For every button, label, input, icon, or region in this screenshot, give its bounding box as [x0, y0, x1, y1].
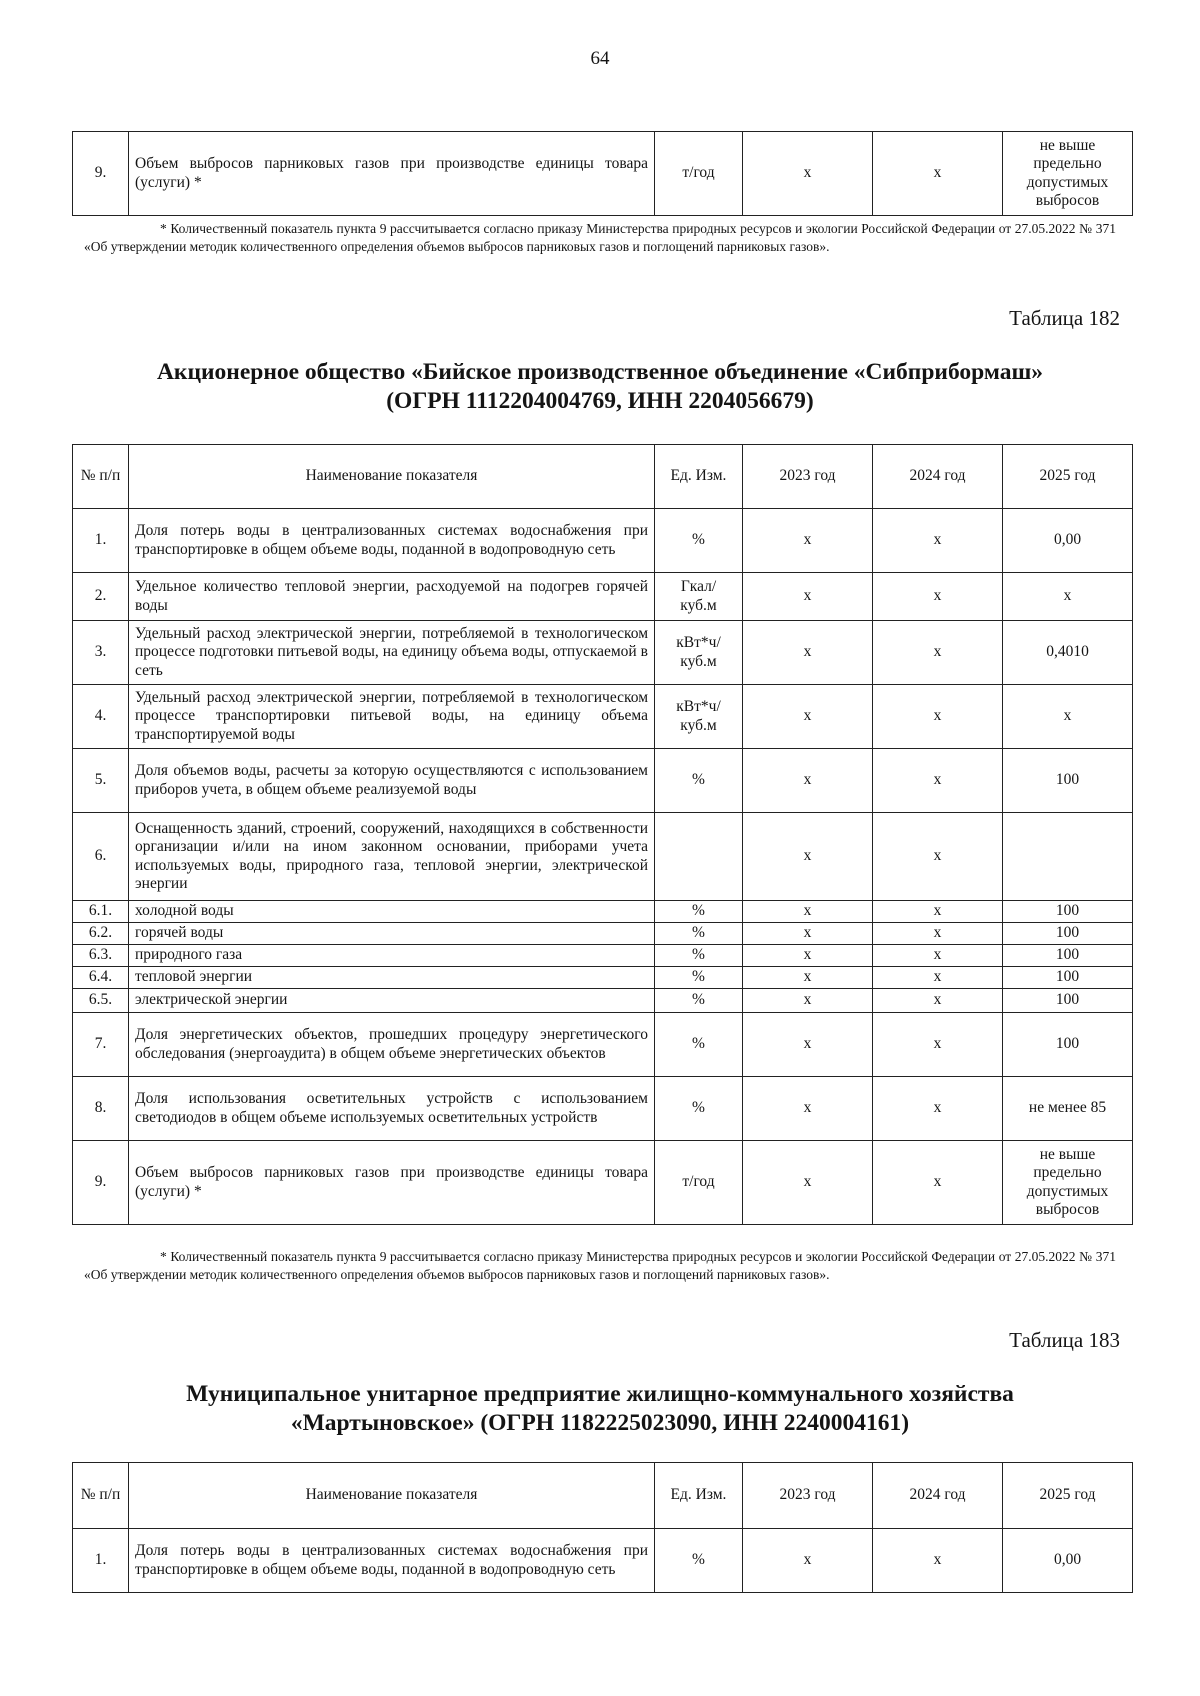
- indicator-name: Доля объемов воды, расчеты за которую осуществляются с использованием приборов учета, в общем объеме реализуемой воды: [129, 749, 655, 813]
- row-number: 4.: [73, 685, 129, 749]
- value-2023: х: [743, 509, 873, 573]
- value-2023: х: [743, 1077, 873, 1141]
- unit-cell: кВт*ч/ куб.м: [655, 685, 743, 749]
- header-unit: Ед. Изм.: [655, 445, 743, 509]
- unit-cell: кВт*ч/ куб.м: [655, 621, 743, 685]
- indicator-name: тепловой энергии: [129, 967, 655, 989]
- table-row: [73, 901, 1133, 923]
- value-2025: 100: [1003, 901, 1133, 923]
- indicator-name: Доля потерь воды в централизованных системах водоснабжения при транспортировке в общем объеме воды, поданной в водопроводную сеть: [129, 509, 655, 573]
- organization-heading: [60, 358, 1140, 417]
- value-2024: х: [873, 1141, 1003, 1225]
- heading-line: Муниципальное унитарное предприятие жилищно-коммунального хозяйства: [186, 1381, 1014, 1407]
- value-2025: х: [1003, 685, 1133, 749]
- indicator-name: природного газа: [129, 945, 655, 967]
- row-number: 2.: [73, 573, 129, 621]
- header-2024: 2024 год: [873, 445, 1003, 509]
- unit-cell: %: [655, 901, 743, 923]
- row-number: 6.4.: [73, 967, 129, 989]
- value-2024: х: [873, 685, 1003, 749]
- value-2025: 100: [1003, 945, 1133, 967]
- value-2024: х: [873, 967, 1003, 989]
- value-2023: х: [743, 1141, 873, 1225]
- unit-cell: [655, 813, 743, 901]
- unit-cell: %: [655, 923, 743, 945]
- value-2024: х: [873, 923, 1003, 945]
- value-2025: 0,00: [1003, 1529, 1133, 1593]
- value-2023: х: [743, 749, 873, 813]
- value-2025: 100: [1003, 923, 1133, 945]
- indicator-name: горячей воды: [129, 923, 655, 945]
- indicator-name: Объем выбросов парниковых газов при производстве единицы товара (услуги) *: [129, 132, 655, 216]
- heading-line: Акционерное общество «Бийское производственное объединение «Сибприбормаш»: [156, 359, 1044, 385]
- unit-cell: %: [655, 509, 743, 573]
- value-2023: х: [743, 1529, 873, 1593]
- footnote: [84, 220, 1116, 255]
- unit-cell: %: [655, 967, 743, 989]
- value-2024: х: [873, 749, 1003, 813]
- header-num: № п/п: [73, 1463, 129, 1529]
- organization-heading: [60, 1380, 1140, 1439]
- table-row: [73, 813, 1133, 901]
- value-2025: 100: [1003, 967, 1133, 989]
- table-row: [73, 749, 1133, 813]
- table-label: Таблица 183: [1009, 1328, 1120, 1352]
- row-number: 6.5.: [73, 989, 129, 1013]
- row-number: 6.2.: [73, 923, 129, 945]
- value-2025: 100: [1003, 1013, 1133, 1077]
- unit-cell: %: [655, 1077, 743, 1141]
- indicator-name: Удельное количество тепловой энергии, расходуемой на подогрев горячей воды: [129, 573, 655, 621]
- value-2023: х: [743, 901, 873, 923]
- row-number: 3.: [73, 621, 129, 685]
- row-number: 7.: [73, 1013, 129, 1077]
- header-2025: 2025 год: [1003, 1463, 1133, 1529]
- indicator-name: Доля использования осветительных устройств с использованием светодиодов в общем объеме используемых осветительных устройств: [129, 1077, 655, 1141]
- value-2025: 100: [1003, 989, 1133, 1013]
- header-unit: Ед. Изм.: [655, 1463, 743, 1529]
- header-row: [73, 445, 1133, 509]
- table-label: Таблица 182: [1009, 306, 1120, 330]
- value-2025: не менее 85: [1003, 1077, 1133, 1141]
- indicator-name: Оснащенность зданий, строений, сооружений, находящихся в собственности организации и/или на ином законном основании, приборами учета используемых воды, природного газа, тепловой энергии, электрической энергии: [129, 813, 655, 901]
- value-2024: х: [873, 1077, 1003, 1141]
- value-2024: х: [873, 901, 1003, 923]
- value-2025: 100: [1003, 749, 1133, 813]
- row-number: 8.: [73, 1077, 129, 1141]
- header-2024: 2024 год: [873, 1463, 1003, 1529]
- unit-cell: т/год: [655, 1141, 743, 1225]
- value-2024: х: [873, 573, 1003, 621]
- row-number: 9.: [73, 1141, 129, 1225]
- table-row: [73, 132, 1133, 216]
- row-number: 6.3.: [73, 945, 129, 967]
- row-number: 6.1.: [73, 901, 129, 923]
- footnote-text: * Количественный показатель пункта 9 рассчитывается согласно приказу Министерства природных ресурсов и экологии Российской Федерации от 27.05.2022 № 371 «Об утверждении методик количественного определения объемов выбросов парниковых газов и поглощений парниковых газов».: [84, 221, 1116, 254]
- value-2024: х: [873, 132, 1003, 216]
- table-row: [73, 967, 1133, 989]
- heading-line: (ОГРН 1112204004769, ИНН 2204056679): [386, 388, 814, 415]
- unit-cell: т/год: [655, 132, 743, 216]
- value-2023: х: [743, 573, 873, 621]
- value-2025: 0,4010: [1003, 621, 1133, 685]
- table-row: [73, 573, 1133, 621]
- value-2024: х: [873, 1013, 1003, 1077]
- page-number: 64: [590, 48, 610, 69]
- header-row: [73, 1463, 1133, 1529]
- value-2025: 0,00: [1003, 509, 1133, 573]
- table-row: [73, 945, 1133, 967]
- heading-line: «Мартыновское» (ОГРН 1182225023090, ИНН 2240004161): [290, 1410, 910, 1437]
- table-row: [73, 621, 1133, 685]
- value-2024: х: [873, 621, 1003, 685]
- value-2023: х: [743, 989, 873, 1013]
- indicator-name: Объем выбросов парниковых газов при производстве единицы товара (услуги) *: [129, 1141, 655, 1225]
- value-2023: х: [743, 945, 873, 967]
- value-2023: х: [743, 621, 873, 685]
- value-2023: х: [743, 685, 873, 749]
- indicator-name: холодной воды: [129, 901, 655, 923]
- footnote-text: * Количественный показатель пункта 9 рассчитывается согласно приказу Министерства природных ресурсов и экологии Российской Федерации от 27.05.2022 № 371 «Об утверждении методик количественного определения объемов выбросов парниковых газов и поглощений парниковых газов».: [84, 1249, 1116, 1282]
- row-number: 6.: [73, 813, 129, 901]
- indicator-name: Удельный расход электрической энергии, потребляемой в технологическом процессе подготовки питьевой воды, на единицу объема воды, отпускаемой в сеть: [129, 621, 655, 685]
- header-2023: 2023 год: [743, 1463, 873, 1529]
- indicator-name: Удельный расход электрической энергии, потребляемой в технологическом процессе транспортировки питьевой воды, на единицу объема транспортируемой воды: [129, 685, 655, 749]
- value-2023: х: [743, 1013, 873, 1077]
- table-row: [73, 989, 1133, 1013]
- row-number: 9.: [73, 132, 129, 216]
- value-2023: х: [743, 967, 873, 989]
- value-2024: х: [873, 945, 1003, 967]
- unit-cell: %: [655, 749, 743, 813]
- value-2024: х: [873, 813, 1003, 901]
- header-name: Наименование показателя: [129, 1463, 655, 1529]
- header-2025: 2025 год: [1003, 445, 1133, 509]
- unit-cell: %: [655, 1529, 743, 1593]
- table-row: [73, 1077, 1133, 1141]
- table-row: [73, 1013, 1133, 1077]
- value-2025: [1003, 813, 1133, 901]
- indicators-table-183: [72, 1462, 1133, 1593]
- unit-cell: Гкал/ куб.м: [655, 573, 743, 621]
- table-row: [73, 923, 1133, 945]
- row-number: 1.: [73, 1529, 129, 1593]
- table-row: [73, 685, 1133, 749]
- value-2023: х: [743, 923, 873, 945]
- table-row: [73, 1529, 1133, 1593]
- continuation-table: [72, 131, 1133, 216]
- header-2023: 2023 год: [743, 445, 873, 509]
- unit-cell: %: [655, 1013, 743, 1077]
- footnote: [84, 1248, 1116, 1283]
- value-2023: х: [743, 813, 873, 901]
- table-row: [73, 509, 1133, 573]
- value-2024: х: [873, 509, 1003, 573]
- unit-cell: %: [655, 945, 743, 967]
- indicator-name: Доля энергетических объектов, прошедших процедуру энергетического обследования (энергоаудита) в общем объеме энергетических объектов: [129, 1013, 655, 1077]
- value-2023: х: [743, 132, 873, 216]
- row-number: 5.: [73, 749, 129, 813]
- unit-cell: %: [655, 989, 743, 1013]
- table-row: [73, 1141, 1133, 1225]
- value-2025: не выше предельно допустимых выбросов: [1003, 132, 1133, 216]
- value-2025: х: [1003, 573, 1133, 621]
- value-2025: не выше предельно допустимых выбросов: [1003, 1141, 1133, 1225]
- indicator-name: Доля потерь воды в централизованных системах водоснабжения при транспортировке в общем объеме воды, поданной в водопроводную сеть: [129, 1529, 655, 1593]
- row-number: 1.: [73, 509, 129, 573]
- value-2024: х: [873, 1529, 1003, 1593]
- value-2024: х: [873, 989, 1003, 1013]
- header-name: Наименование показателя: [129, 445, 655, 509]
- header-num: № п/п: [73, 445, 129, 509]
- indicator-name: электрической энергии: [129, 989, 655, 1013]
- indicators-table-182: [72, 444, 1133, 1225]
